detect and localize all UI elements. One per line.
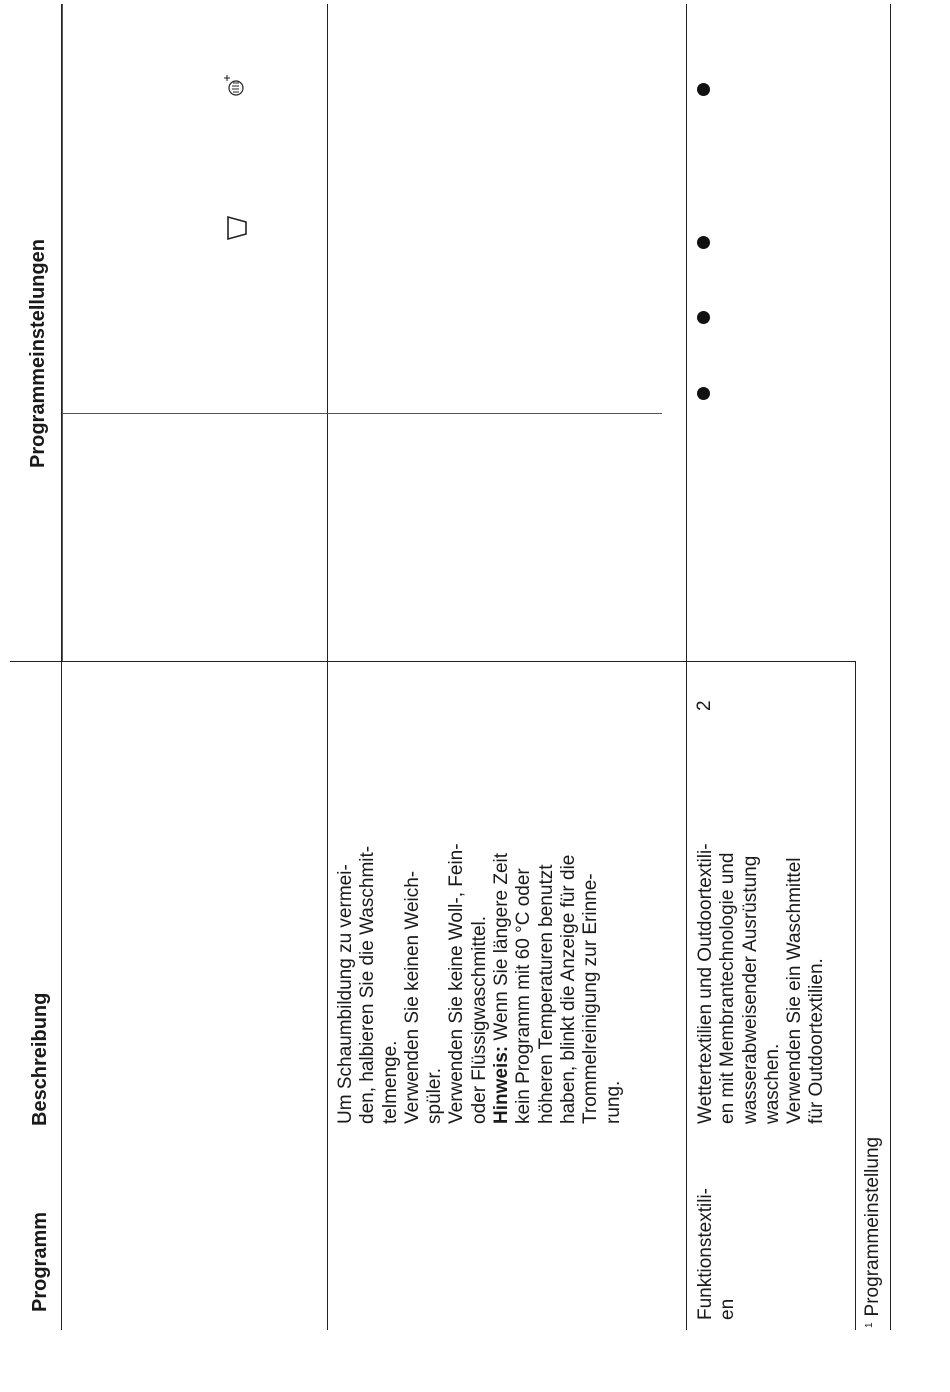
header-description: Beschreibung [29, 992, 51, 1126]
rule-footnote-bottom [890, 4, 891, 1330]
row1-note-line: rung. [602, 1080, 624, 1124]
row1-line: spüler. [424, 1068, 446, 1124]
setting-dot [697, 236, 710, 249]
row2-line: en mit Membrantechnologie und [717, 852, 739, 1124]
setting-dot [697, 387, 710, 400]
row2-line: waschen. [761, 1043, 783, 1124]
row2-line: Wettertextilien und Outdoortextili- [695, 843, 716, 1124]
row2-line: Verwenden Sie ein Waschmittel [784, 857, 806, 1124]
setting-dot [697, 83, 710, 96]
row1-line: Verwenden Sie keine Woll-, Fein- [446, 843, 468, 1124]
rule-settings-inner [62, 413, 662, 414]
row2-description [695, 843, 829, 1124]
row2-program [695, 1188, 740, 1320]
row1-note-line: haben, blinkt die Anzeige für die [557, 854, 579, 1124]
row1-line: Verwenden Sie keinen Weich- [401, 870, 423, 1124]
row1-note-line: kein Programm mit 60 °C oder [513, 868, 535, 1124]
row1-line: telmenge. [379, 1040, 401, 1124]
row1-line: Um Schaumbildung zu vermei- [335, 864, 356, 1124]
row1-line: oder Flüssigwaschmittel. [468, 915, 490, 1124]
row1-note-line: höheren Temperaturen benutzt [535, 864, 557, 1124]
note-label: Hinweis: [491, 1045, 513, 1124]
rule-row1-top [327, 4, 328, 1330]
note-first-line: Wenn Sie längere Zeit [491, 852, 513, 1046]
rule-settings-column-left [10, 661, 856, 662]
footnote-marker: 1 [864, 1322, 875, 1328]
row2-program-line: en [717, 1298, 739, 1320]
setting-dot [697, 311, 710, 324]
row2-superscript: 2 [694, 700, 715, 711]
extra-rinse-icon [222, 72, 248, 100]
row1-description [335, 843, 625, 1124]
header-settings: Programmeinstellungen [27, 239, 49, 468]
row1-note-line [491, 843, 513, 1124]
rule-row2-bottom [855, 662, 856, 1330]
rule-row2-top [686, 4, 687, 1330]
row2-program-line: Funktionstextili- [695, 1188, 716, 1320]
detergent-drawer-icon [225, 214, 249, 242]
footnote-text: Programmeinstellung [862, 1136, 883, 1317]
row1-note-line: Trommelreinigung zur Erinne- [580, 873, 602, 1124]
row1-line: den, halbieren Sie die Waschmit- [357, 845, 379, 1124]
row2-line: wasserabweisender Ausrüstung [739, 855, 761, 1124]
row2-line: für Outdoortextilien. [806, 958, 828, 1124]
rule-settings-subheader [62, 4, 63, 662]
footnote [862, 1137, 884, 1328]
header-program: Programm [29, 1211, 51, 1312]
